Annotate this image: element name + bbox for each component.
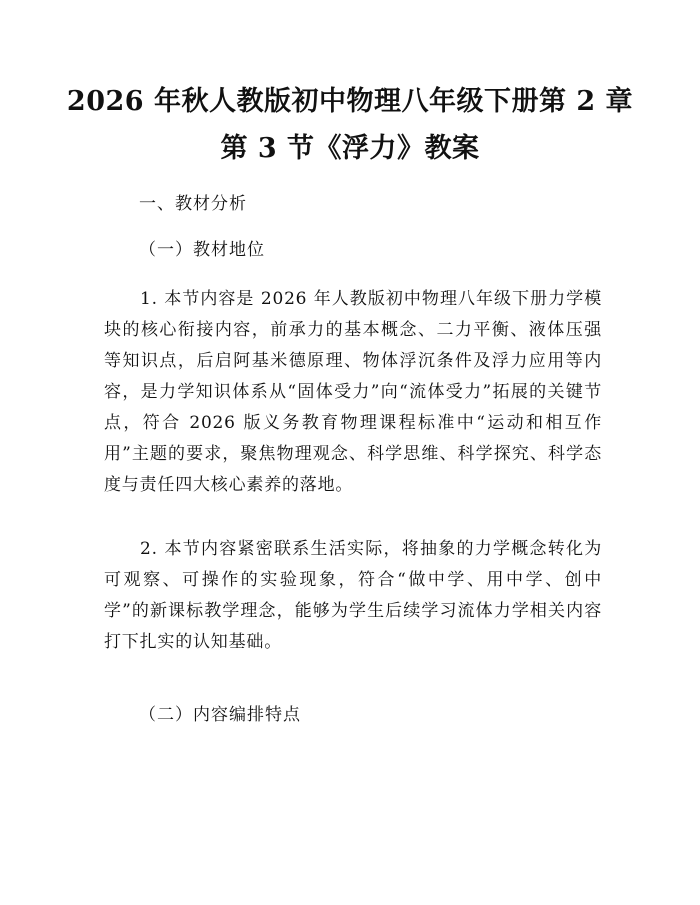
subsection-heading-textbook-status: （一）教材地位 <box>139 240 265 260</box>
section-heading-textbook-analysis: 一、教材分析 <box>139 194 247 214</box>
paragraph-2: 2. 本节内容紧密联系生活实际，将抽象的力学概念转化为可观察、可操作的实验现象，符合“做中学、用中学、创中学”的新课标教学理念，能够为学生后续学习流体力学相关内容打下扎实的认知基础。 <box>104 539 602 652</box>
subsection-heading-content-arrangement: （二）内容编排特点 <box>139 705 301 725</box>
document-title-line-1: 2026 年秋人教版初中物理八年级下册第 2 章 <box>66 86 634 117</box>
paragraph-1: 1. 本节内容是 2026 年人教版初中物理八年级下册力学模块的核心衔接内容，前承力的基本概念、二力平衡、液体压强等知识点，后启阿基米德原理、物体浮沉条件及浮力应用等内容，是力学知识体系从“固体受力”向“流体受力”拓展的关键节点，符合 2026 版义务教育物理课程标准中“运动和相互作用”主题的要求，聚焦物理观念、科学思维、科学探究、科学态度与责任四大核心素养的落地。 <box>104 289 602 495</box>
document-title-line-2: 第 3 节《浮力》教案 <box>220 133 480 164</box>
